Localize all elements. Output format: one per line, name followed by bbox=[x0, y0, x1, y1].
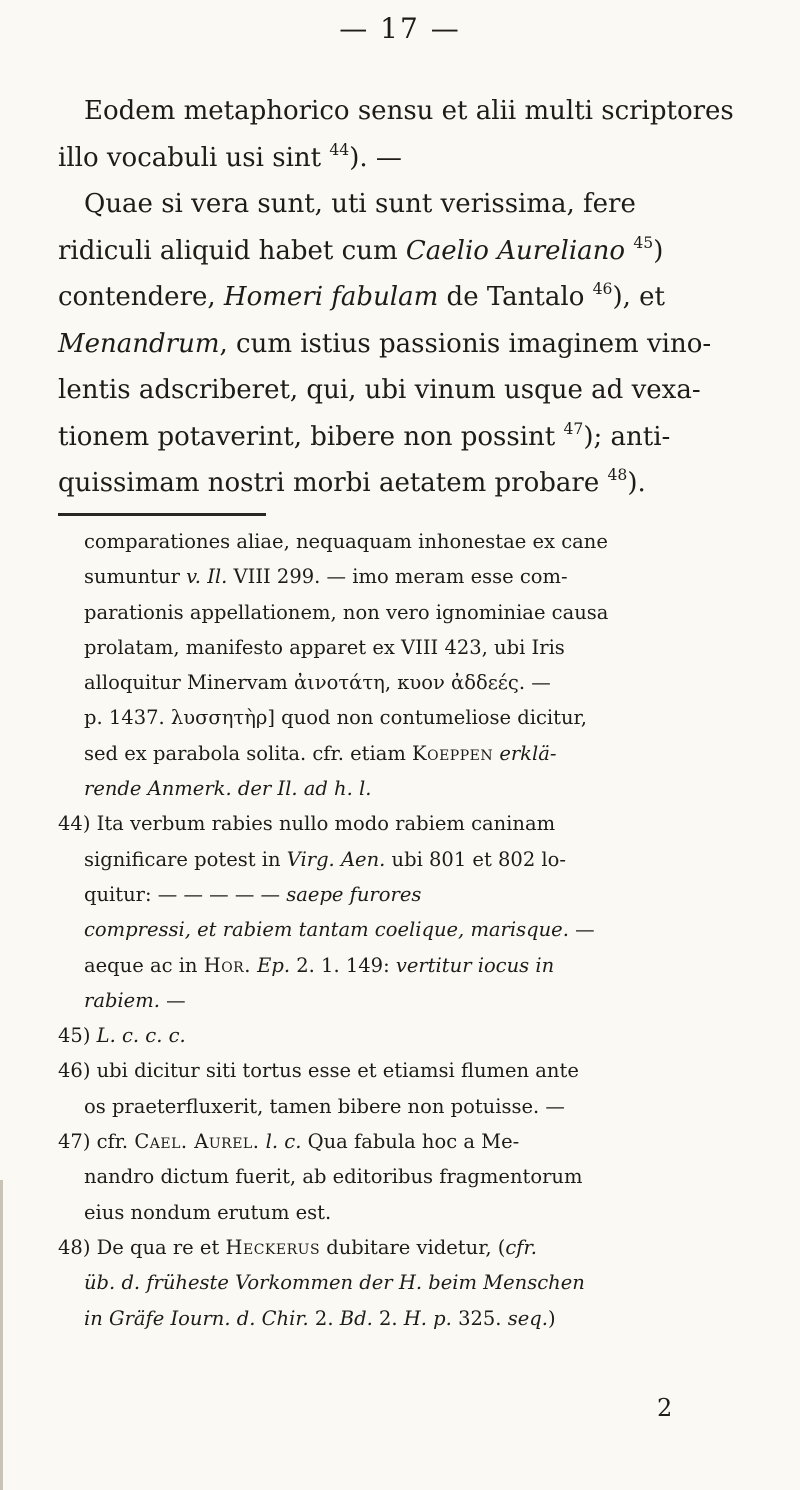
text-run: 325. bbox=[451, 1306, 508, 1330]
text-run: Heckerus bbox=[225, 1235, 321, 1259]
text-run: 45) bbox=[58, 1024, 97, 1048]
text-run: vertitur iocus in bbox=[395, 953, 555, 977]
text-run: Cael. Aurel. bbox=[134, 1130, 260, 1154]
text-run: compressi, et rabiem tantam coelique, marisque. bbox=[84, 918, 569, 942]
footnotes bbox=[58, 524, 770, 1336]
body-line bbox=[58, 460, 758, 507]
body-line bbox=[58, 367, 758, 414]
footnote-line bbox=[58, 700, 770, 735]
text-run: 44) Ita verbum rabies nullo modo rabiem caninam bbox=[58, 812, 556, 836]
text-run: tionem potaverint, bibere non possint bbox=[58, 421, 564, 452]
text-run: Caelio Aureliano bbox=[405, 235, 626, 266]
text-run: nandro dictum fuerit, ab editoribus fragmentorum bbox=[84, 1165, 583, 1189]
text-run: os praeterfluxerit, tamen bibere non potuisse. — bbox=[84, 1094, 565, 1118]
footnote-line bbox=[58, 842, 770, 877]
text-run: contendere, bbox=[58, 282, 224, 312]
text-run: VIII 299. — imo meram esse com- bbox=[227, 565, 568, 589]
text-run: saepe furores bbox=[286, 882, 422, 906]
text-run: üb. d. früheste Vorkommen der H. beim Menschen bbox=[84, 1271, 585, 1295]
body-line bbox=[58, 414, 758, 461]
text-run: H. p. bbox=[403, 1306, 452, 1330]
footnote-line bbox=[58, 806, 770, 841]
text-run: cfr. bbox=[505, 1235, 537, 1259]
footnote-line bbox=[58, 630, 770, 665]
footnote-line bbox=[58, 1159, 770, 1194]
text-run: 46) ubi dicitur siti tortus esse et etiamsi flumen ante bbox=[58, 1059, 579, 1083]
text-run: alloquitur Minervam ἀινοτάτη, κυον ἀδδεές. — bbox=[84, 671, 551, 695]
text-run: Koeppen bbox=[412, 741, 494, 765]
text-run: ubi 801 et 802 lo- bbox=[385, 847, 566, 871]
text-run: quissimam nostri morbi aetatem probare bbox=[58, 468, 608, 498]
text-run: rende Anmerk. der Il. ad h. l. bbox=[84, 777, 372, 801]
text-run: sed ex parabola solita. cfr. etiam bbox=[84, 741, 413, 765]
footnote-line bbox=[58, 1124, 770, 1159]
footnote-line bbox=[58, 877, 770, 912]
body-line bbox=[58, 228, 758, 275]
page-edge-shadow bbox=[0, 1180, 3, 1490]
text-run: 45 bbox=[633, 233, 654, 252]
text-run: ), et bbox=[612, 282, 665, 312]
text-run: p. 1437. λυσσητὴρ] quod non contumeliose dicitur, bbox=[84, 706, 587, 730]
body-line bbox=[58, 181, 758, 228]
text-run: Ep. bbox=[257, 953, 291, 977]
footnote-line bbox=[58, 983, 770, 1018]
footnote-line bbox=[58, 736, 770, 771]
text-run: L. c. c. c. bbox=[96, 1024, 186, 1048]
text-run: parationis appellationem, non vero ignominiae causa bbox=[84, 600, 609, 624]
text-run: l. c. bbox=[265, 1130, 302, 1154]
text-run: Eodem metaphorico sensu et alii multi scriptores bbox=[84, 96, 734, 126]
text-run: — bbox=[568, 918, 595, 942]
text-run: eius nondum erutum est. bbox=[84, 1200, 332, 1224]
text-run: , cum istius passionis imaginem vino- bbox=[219, 328, 712, 359]
body-line bbox=[58, 135, 758, 182]
footnote-line bbox=[58, 1265, 770, 1300]
text-run: ) bbox=[547, 1306, 556, 1330]
footnote-line bbox=[58, 1018, 770, 1053]
footnote-line bbox=[58, 1301, 770, 1336]
footnote-line bbox=[58, 524, 770, 559]
text-run: 44 bbox=[329, 140, 350, 159]
footnote-rule bbox=[58, 513, 266, 516]
text-run: prolatam, manifesto apparet ex VIII 423, ubi Iris bbox=[84, 635, 565, 659]
main-text bbox=[58, 88, 758, 507]
footnote-line bbox=[58, 1195, 770, 1230]
text-run: ) bbox=[653, 235, 664, 266]
text-run: Menandrum bbox=[58, 328, 220, 359]
footnote-line bbox=[58, 912, 770, 947]
signature-mark: 2 bbox=[657, 1394, 673, 1422]
body-line bbox=[58, 88, 758, 135]
text-run: 47 bbox=[563, 419, 584, 438]
footnote-line bbox=[58, 1053, 770, 1088]
text-run: illo vocabuli usi sint bbox=[58, 142, 330, 173]
footnote-line bbox=[58, 948, 770, 983]
text-run: 2. bbox=[372, 1306, 404, 1330]
footnote-line bbox=[58, 771, 770, 806]
text-run: seq. bbox=[507, 1306, 548, 1330]
text-run: Homeri fabulam bbox=[223, 282, 439, 312]
footnote-line bbox=[58, 1230, 770, 1265]
text-run: Bd. bbox=[339, 1306, 373, 1330]
footnote-line bbox=[58, 595, 770, 630]
body-line bbox=[58, 274, 758, 321]
text-run: v. Il. bbox=[186, 565, 228, 589]
text-run: lentis adscriberet, qui, ubi vinum usque ad vexa- bbox=[58, 375, 701, 405]
text-run: comparationes aliae, nequaquam inhonestae ex cane bbox=[84, 530, 608, 553]
text-run: in Gräfe Iourn. d. Chir. bbox=[84, 1306, 309, 1330]
text-run: aeque ac in bbox=[84, 953, 204, 977]
text-run: 48) De qua re et bbox=[58, 1235, 226, 1259]
text-run: rabiem. bbox=[84, 988, 160, 1012]
text-run: 47) cfr. bbox=[58, 1130, 135, 1154]
text-run: ). bbox=[627, 468, 646, 498]
text-run: dubitare videtur, ( bbox=[320, 1235, 506, 1259]
text-run: ridiculi aliquid habet cum bbox=[58, 235, 406, 266]
text-run: ); anti- bbox=[583, 421, 671, 452]
text-run: 48 bbox=[607, 466, 628, 485]
text-run: ). — bbox=[349, 142, 402, 173]
text-run: — bbox=[159, 988, 186, 1012]
footnote-line bbox=[58, 1089, 770, 1124]
footnote-line bbox=[58, 559, 770, 594]
text-run: 46 bbox=[592, 280, 613, 299]
text-run: erklä- bbox=[499, 741, 557, 765]
text-run: Quae si vera sunt, uti sunt verissima, fere bbox=[84, 189, 636, 219]
text-run: sumuntur bbox=[84, 565, 187, 589]
text-run: significare potest in bbox=[84, 847, 287, 871]
page-number-header: — 17 — bbox=[339, 12, 461, 45]
text-run: Virg. Aen. bbox=[286, 847, 386, 871]
text-run: 2. bbox=[308, 1306, 340, 1330]
footnote-line bbox=[58, 665, 770, 700]
text-run: 2. 1. 149: bbox=[290, 953, 396, 977]
body-line bbox=[58, 321, 758, 368]
text-run: de Tantalo bbox=[438, 282, 593, 312]
text-run: Qua fabula hoc a Me- bbox=[301, 1130, 520, 1154]
text-run: Hor. bbox=[203, 953, 251, 977]
text-run: quitur: — — — — — bbox=[84, 882, 287, 906]
